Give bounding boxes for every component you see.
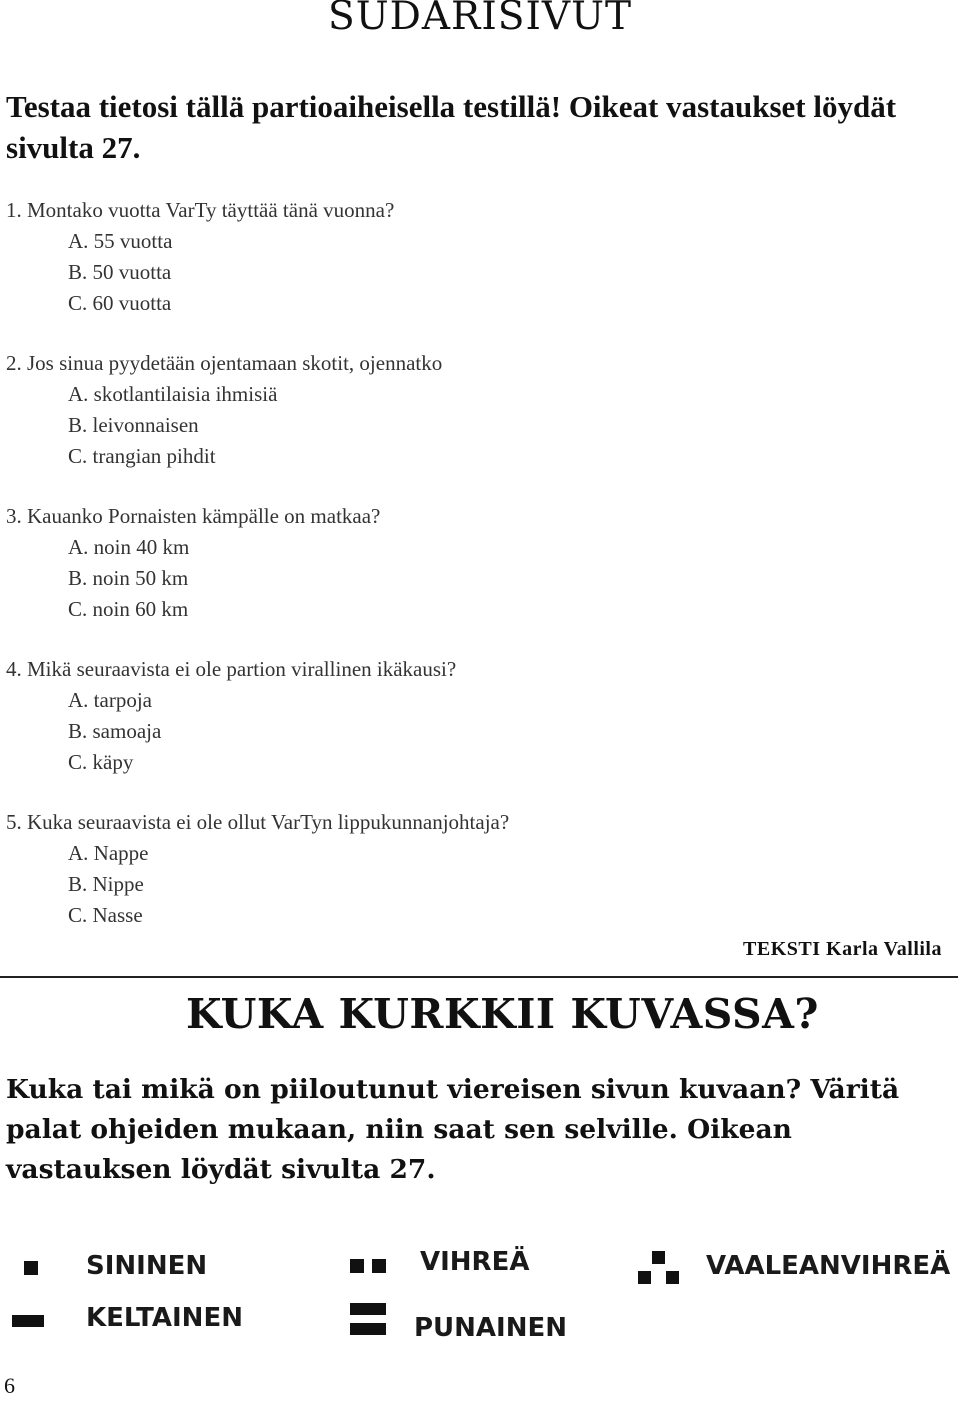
question-text: 3. Kauanko Pornaisten kämpälle on matkaa? — [6, 504, 381, 528]
legend-label-light-green: VAALEANVIHREÄ — [706, 1251, 951, 1281]
single-square-icon — [24, 1261, 38, 1275]
answer-option: C. 60 vuotta — [68, 291, 172, 315]
answer-option: A. skotlantilaisia ihmisiä — [68, 382, 278, 406]
section-divider — [0, 976, 958, 978]
answer-option: B. noin 50 km — [68, 566, 189, 590]
answer-option: A. tarpoja — [68, 688, 152, 712]
question-5 — [6, 807, 906, 931]
quiz-intro: Testaa tietosi tällä partioaiheisella testillä! Oikeat vastaukset löydät sivulta 27. — [6, 89, 897, 165]
double-square-icon — [350, 1259, 386, 1273]
section-title: KUKA KURKKII KUVASSA? — [186, 990, 819, 1038]
answer-option: B. Nippe — [68, 872, 144, 896]
question-text: 4. Mikä seuraavista ei ole partion virallinen ikäkausi? — [6, 657, 457, 681]
answer-option: B. samoaja — [68, 719, 162, 743]
page-number: 6 — [4, 1373, 15, 1398]
legend-label-yellow: KELTAINEN — [86, 1303, 243, 1333]
puzzle-intro: Kuka tai mikä on piiloutunut viereisen sivun kuvaan? Väritä palat ohjeiden mukaan, niin saat sen selville. Oikean vastauksen löydät sivulta 27. — [6, 1074, 900, 1185]
color-legend — [0, 1235, 960, 1350]
answer-option: C. trangian pihdit — [68, 444, 216, 468]
answer-option: C. noin 60 km — [68, 597, 189, 621]
answer-option: C. Nasse — [68, 903, 143, 927]
question-text: 2. Jos sinua pyydetään ojentamaan skotit, ojennatko — [6, 351, 443, 375]
double-bar-icon — [350, 1303, 386, 1337]
answer-option: A. 55 vuotta — [68, 229, 173, 253]
answer-option: A. noin 40 km — [68, 535, 190, 559]
triangle-squares-icon — [638, 1251, 680, 1285]
answer-option: B. leivonnaisen — [68, 413, 199, 437]
legend-label-green: VIHREÄ — [420, 1247, 530, 1277]
answer-option: C. käpy — [68, 750, 134, 774]
question-4 — [6, 654, 906, 778]
question-1 — [6, 195, 906, 319]
question-2 — [6, 348, 906, 472]
legend-label-blue: SININEN — [86, 1251, 208, 1281]
question-3 — [6, 501, 906, 625]
author-credit: TEKSTI Karla Vallila — [743, 938, 942, 960]
legend-label-red: PUNAINEN — [414, 1313, 568, 1343]
page-title: SUDARISIVUT — [328, 0, 632, 39]
bar-icon — [12, 1315, 44, 1327]
answer-option: A. Nappe — [68, 841, 149, 865]
question-text: 1. Montako vuotta VarTy täyttää tänä vuonna? — [6, 198, 395, 222]
question-text: 5. Kuka seuraavista ei ole ollut VarTyn lippukunnanjohtaja? — [6, 810, 510, 834]
answer-option: B. 50 vuotta — [68, 260, 172, 284]
